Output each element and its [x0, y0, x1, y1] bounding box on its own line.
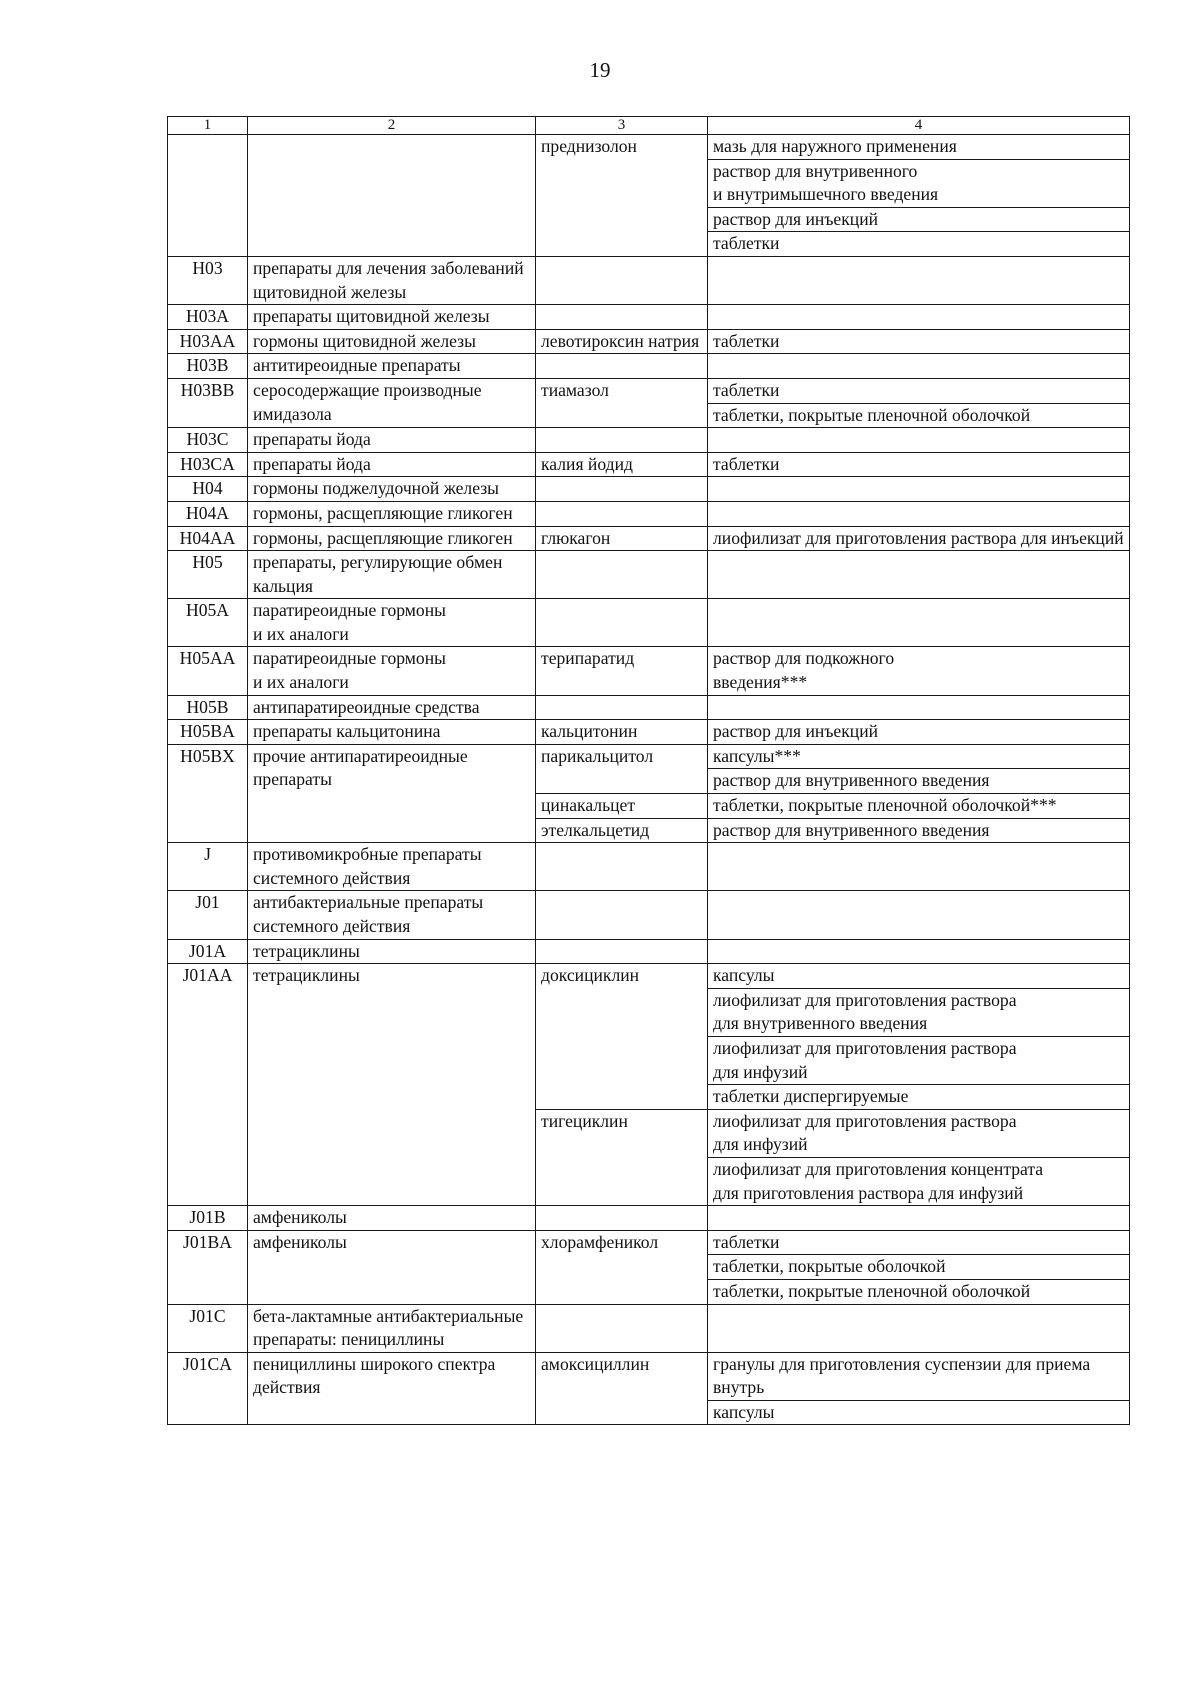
dosage-form: капсулы*** — [713, 745, 801, 766]
dosage-forms-cell — [708, 744, 1130, 793]
header-cell-3: 3 — [536, 117, 708, 135]
dosage-forms-cell — [708, 501, 1130, 526]
dosage-forms-cell — [708, 843, 1130, 891]
group-name-cell: препараты йода — [248, 428, 536, 453]
substance-cell — [536, 428, 708, 453]
dosage-form: таблетки — [708, 231, 1129, 256]
table-row — [168, 526, 1130, 551]
dosage-form: раствор для инъекций — [708, 207, 1129, 232]
dosage-forms-cell — [708, 428, 1130, 453]
substance-cell: калия йодид — [536, 452, 708, 477]
dosage-forms-cell — [708, 526, 1130, 551]
group-name-cell: пенициллины широкого спектра действия — [248, 1352, 536, 1425]
group-name-cell: антитиреоидные препараты — [248, 354, 536, 379]
group-name-cell — [248, 135, 536, 257]
table-row — [168, 720, 1130, 745]
group-name-cell: гормоны поджелудочной железы — [248, 477, 536, 502]
atc-code-cell: J01 — [168, 891, 248, 939]
table-row — [168, 939, 1130, 964]
dosage-forms-cell — [708, 1206, 1130, 1231]
substance-cell — [536, 695, 708, 720]
table-row — [168, 1352, 1130, 1425]
header-cell-2: 2 — [248, 117, 536, 135]
dosage-forms-cell — [708, 891, 1130, 939]
atc-code-cell: H03CA — [168, 452, 248, 477]
table-row — [168, 378, 1130, 427]
dosage-form: гранулы для приготовления суспензии для приема внутрь — [713, 1353, 1091, 1398]
group-name-cell: антипаратиреоидные средства — [248, 695, 536, 720]
substance-cell: тигециклин — [536, 1109, 708, 1205]
substance-cell: преднизолон — [536, 135, 708, 257]
dosage-forms-cell — [708, 1352, 1130, 1425]
dosage-form: таблетки, покрытые пленочной оболочкой — [708, 403, 1129, 428]
atc-code-cell: H03BB — [168, 378, 248, 427]
group-name-cell: препараты, регулирующие обмен кальция — [248, 551, 536, 599]
dosage-forms-cell — [708, 452, 1130, 477]
dosage-form: таблетки — [713, 330, 780, 351]
substance-cell: хлорамфеникол — [536, 1230, 708, 1304]
table-row — [168, 551, 1130, 599]
substance-cell: левотироксин натрия — [536, 329, 708, 354]
table-row — [168, 695, 1130, 720]
substance-cell: доксициклин — [536, 964, 708, 1110]
substance-cell — [536, 1206, 708, 1231]
table-row — [168, 1304, 1130, 1352]
dosage-form: капсулы — [713, 965, 775, 986]
group-name-cell: прочие антипаратиреоидные препараты — [248, 744, 536, 842]
table-row — [168, 891, 1130, 939]
atc-code-cell: H05BA — [168, 720, 248, 745]
substance-cell — [536, 939, 708, 964]
atc-code-cell: J — [168, 843, 248, 891]
dosage-form: лиофилизат для приготовления раствора для внутривенного введения — [708, 988, 1129, 1036]
dosage-forms-cell — [708, 818, 1130, 843]
dosage-forms-cell — [708, 551, 1130, 599]
atc-code-cell: H05 — [168, 551, 248, 599]
table-row — [168, 305, 1130, 330]
dosage-forms-cell — [708, 329, 1130, 354]
atc-code-cell — [168, 135, 248, 257]
substance-cell: амоксициллин — [536, 1352, 708, 1425]
atc-code-cell: J01A — [168, 939, 248, 964]
dosage-forms-cell — [708, 1230, 1130, 1304]
group-name-cell: паратиреоидные гормоны и их аналоги — [248, 647, 536, 695]
substance-cell — [536, 843, 708, 891]
dosage-forms-cell — [708, 256, 1130, 304]
substance-cell — [536, 256, 708, 304]
substance-cell — [536, 891, 708, 939]
header-cell-4: 4 — [708, 117, 1130, 135]
table-row — [168, 1230, 1130, 1304]
substance-cell — [536, 354, 708, 379]
substance-cell — [536, 551, 708, 599]
drug-table — [167, 116, 1130, 1425]
dosage-form: раствор для подкожного введения*** — [713, 648, 895, 693]
atc-code-cell: H04A — [168, 501, 248, 526]
atc-code-cell: J01BA — [168, 1230, 248, 1304]
atc-code-cell: H04 — [168, 477, 248, 502]
group-name-cell: препараты для лечения заболеваний щитовидной железы — [248, 256, 536, 304]
substance-cell: цинакальцет — [536, 794, 708, 819]
group-name-cell: тетрациклины — [248, 939, 536, 964]
group-name-cell: гормоны, расщепляющие гликоген — [248, 501, 536, 526]
atc-code-cell: J01CA — [168, 1352, 248, 1425]
dosage-forms-cell — [708, 964, 1130, 1110]
dosage-form: таблетки, покрытые пленочной оболочкой*** — [713, 795, 1057, 816]
substance-cell: этелкальцетид — [536, 818, 708, 843]
atc-code-cell: H03A — [168, 305, 248, 330]
substance-cell: глюкагон — [536, 526, 708, 551]
dosage-forms-cell — [708, 939, 1130, 964]
dosage-forms-cell — [708, 378, 1130, 427]
table-row — [168, 428, 1130, 453]
atc-code-cell: J01C — [168, 1304, 248, 1352]
substance-cell — [536, 477, 708, 502]
atc-code-cell: H05B — [168, 695, 248, 720]
group-name-cell: препараты щитовидной железы — [248, 305, 536, 330]
atc-code-cell: J01B — [168, 1206, 248, 1231]
atc-code-cell: H05BX — [168, 744, 248, 842]
dosage-forms-cell — [708, 794, 1130, 819]
group-name-cell: антибактериальные препараты системного действия — [248, 891, 536, 939]
dosage-forms-cell — [708, 599, 1130, 647]
atc-code-cell: H03 — [168, 256, 248, 304]
table-row — [168, 354, 1130, 379]
dosage-form: капсулы — [708, 1400, 1129, 1425]
atc-code-cell: H03AA — [168, 329, 248, 354]
table-row — [168, 135, 1130, 257]
dosage-forms-cell — [708, 1109, 1130, 1205]
group-name-cell: амфениколы — [248, 1230, 536, 1304]
dosage-form: раствор для инъекций — [713, 721, 879, 742]
dosage-form: раствор для внутривенного введения — [708, 768, 1129, 793]
table-row — [168, 647, 1130, 695]
atc-code-cell: H05A — [168, 599, 248, 647]
substance-cell — [536, 501, 708, 526]
table-row — [168, 843, 1130, 891]
dosage-form: таблетки, покрытые пленочной оболочкой — [708, 1279, 1129, 1304]
group-name-cell: тетрациклины — [248, 964, 536, 1206]
table-row — [168, 501, 1130, 526]
dosage-forms-cell — [708, 695, 1130, 720]
group-name-cell: препараты кальцитонина — [248, 720, 536, 745]
dosage-form: таблетки диспергируемые — [708, 1084, 1129, 1109]
group-name-cell: амфениколы — [248, 1206, 536, 1231]
dosage-forms-cell — [708, 720, 1130, 745]
dosage-form: таблетки, покрытые оболочкой — [708, 1254, 1129, 1279]
substance-cell: парикальцитол — [536, 744, 708, 793]
dosage-form: таблетки — [713, 1231, 780, 1252]
group-name-cell: паратиреоидные гормоны и их аналоги — [248, 599, 536, 647]
dosage-form: лиофилизат для приготовления раствора для инфузий — [708, 1036, 1129, 1084]
substance-cell: тиамазол — [536, 378, 708, 427]
header-cell-1: 1 — [168, 117, 248, 135]
group-name-cell: противомикробные препараты системного действия — [248, 843, 536, 891]
substance-cell: кальцитонин — [536, 720, 708, 745]
dosage-form: таблетки — [713, 379, 780, 400]
table-row — [168, 964, 1130, 1110]
dosage-forms-cell — [708, 135, 1130, 257]
dosage-forms-cell — [708, 477, 1130, 502]
dosage-forms-cell — [708, 305, 1130, 330]
table-row — [168, 452, 1130, 477]
table-row — [168, 477, 1130, 502]
group-name-cell: препараты йода — [248, 452, 536, 477]
substance-cell — [536, 305, 708, 330]
table-header-row — [168, 117, 1130, 135]
dosage-forms-cell — [708, 354, 1130, 379]
dosage-form: лиофилизат для приготовления концентрата для приготовления раствора для инфузий — [708, 1157, 1129, 1205]
dosage-form: таблетки — [713, 453, 780, 474]
dosage-forms-cell — [708, 1304, 1130, 1352]
atc-code-cell: H03C — [168, 428, 248, 453]
group-name-cell: гормоны, расщепляющие гликоген — [248, 526, 536, 551]
substance-cell — [536, 1304, 708, 1352]
atc-code-cell: H04AA — [168, 526, 248, 551]
group-name-cell: бета-лактамные антибактериальные препараты: пенициллины — [248, 1304, 536, 1352]
page-number: 19 — [589, 58, 611, 82]
table-row — [168, 1206, 1130, 1231]
substance-cell — [536, 599, 708, 647]
dosage-forms-cell — [708, 647, 1130, 695]
table-row — [168, 744, 1130, 793]
dosage-form: раствор для внутривенного введения — [713, 819, 990, 840]
table-row — [168, 329, 1130, 354]
table-body — [168, 135, 1130, 1425]
substance-cell: терипаратид — [536, 647, 708, 695]
table-row — [168, 599, 1130, 647]
dosage-form: мазь для наружного применения — [713, 136, 957, 156]
group-name-cell: серосодержащие производные имидазола — [248, 378, 536, 427]
dosage-form: лиофилизат для приготовления раствора для инъекций — [713, 527, 1124, 548]
table-row — [168, 256, 1130, 304]
atc-code-cell: H05AA — [168, 647, 248, 695]
dosage-form: раствор для внутривенного и внутримышечного введения — [708, 159, 1129, 207]
group-name-cell: гормоны щитовидной железы — [248, 329, 536, 354]
atc-code-cell: H03B — [168, 354, 248, 379]
atc-code-cell: J01AA — [168, 964, 248, 1206]
dosage-form: лиофилизат для приготовления раствора для инфузий — [713, 1110, 1017, 1155]
